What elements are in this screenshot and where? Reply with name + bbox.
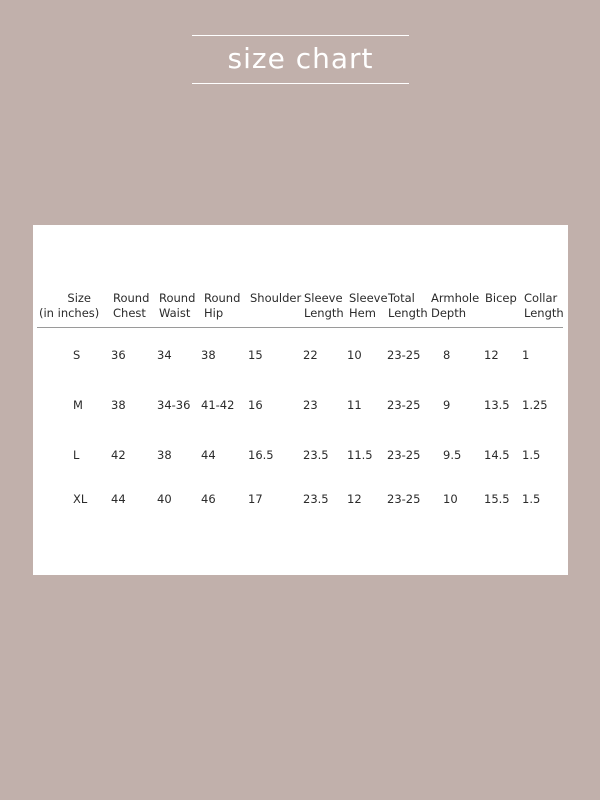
column-header-line-2: Length <box>388 306 428 320</box>
measurement-cell: 38 <box>201 348 216 362</box>
column-header <box>485 291 517 306</box>
size-table-card <box>33 225 568 575</box>
measurement-cell: 12 <box>484 348 499 362</box>
measurement-cell: 17 <box>248 492 263 506</box>
measurement-cell: 1.5 <box>522 492 541 506</box>
column-header-line-1: Bicep <box>485 291 517 305</box>
measurement-cell: 13.5 <box>484 398 510 412</box>
column-header-line-2: Hip <box>204 306 224 320</box>
measurement-cell: 40 <box>157 492 172 506</box>
column-header <box>204 291 240 321</box>
column-header-line-1: Total <box>388 291 415 305</box>
column-header-line-1: Collar <box>524 291 558 305</box>
measurement-cell: 1.25 <box>522 398 548 412</box>
size-label-cell: M <box>73 398 83 412</box>
measurement-cell: 8 <box>443 348 451 362</box>
column-header <box>388 291 428 321</box>
size-label-cell: XL <box>73 492 88 506</box>
measurement-cell: 11 <box>347 398 362 412</box>
measurement-cell: 44 <box>111 492 126 506</box>
measurement-cell: 46 <box>201 492 216 506</box>
measurement-cell: 34 <box>157 348 172 362</box>
measurement-cell: 23-25 <box>387 448 421 462</box>
column-header-line-2: Length <box>304 306 344 320</box>
measurement-cell: 38 <box>157 448 172 462</box>
column-header-line-2: Depth <box>431 306 467 320</box>
column-header-line-2: Hem <box>349 306 376 320</box>
column-header-line-1: Round <box>204 291 241 305</box>
column-header-line-2: Waist <box>159 306 191 320</box>
measurement-cell: 34-36 <box>157 398 191 412</box>
column-header <box>159 291 195 321</box>
column-header-line-1: Shoulder <box>250 291 302 305</box>
measurement-cell: 12 <box>347 492 362 506</box>
measurement-cell: 23.5 <box>303 448 329 462</box>
measurement-cell: 1 <box>522 348 530 362</box>
size-label-cell: S <box>73 348 81 362</box>
column-header-line-1: Sleeve <box>349 291 388 305</box>
column-header <box>39 291 100 321</box>
column-header <box>524 291 564 321</box>
measurement-cell: 9.5 <box>443 448 462 462</box>
measurement-cell: 23-25 <box>387 398 421 412</box>
measurement-cell: 10 <box>347 348 362 362</box>
measurement-cell: 22 <box>303 348 318 362</box>
title-bottom-rule <box>192 83 409 84</box>
size-label-cell: L <box>73 448 80 462</box>
measurement-cell: 38 <box>111 398 126 412</box>
measurement-cell: 1.5 <box>522 448 541 462</box>
column-header-line-1: Armhole <box>431 291 480 305</box>
measurement-cell: 23 <box>303 398 318 412</box>
measurement-cell: 10 <box>443 492 458 506</box>
measurement-cell: 9 <box>443 398 451 412</box>
column-header <box>431 291 479 321</box>
title-block <box>192 35 409 85</box>
measurement-cell: 16.5 <box>248 448 274 462</box>
column-header <box>113 291 149 321</box>
column-header-line-2: (in inches) <box>39 306 100 320</box>
column-header-line-1: Round <box>113 291 150 305</box>
measurement-cell: 44 <box>201 448 216 462</box>
column-header-line-1: Round <box>159 291 196 305</box>
measurement-cell: 36 <box>111 348 126 362</box>
measurement-cell: 42 <box>111 448 126 462</box>
column-header <box>250 291 301 306</box>
column-header <box>304 291 344 321</box>
measurement-cell: 23.5 <box>303 492 329 506</box>
measurement-cell: 23-25 <box>387 492 421 506</box>
column-header-line-2: Length <box>524 306 564 320</box>
page-title: size chart <box>227 42 374 75</box>
measurement-cell: 16 <box>248 398 263 412</box>
measurement-cell: 11.5 <box>347 448 373 462</box>
measurement-cell: 23-25 <box>387 348 421 362</box>
column-header <box>349 291 388 321</box>
header-divider <box>37 327 563 328</box>
column-header-line-1: Sleeve <box>304 291 343 305</box>
measurement-cell: 15 <box>248 348 263 362</box>
measurement-cell: 41-42 <box>201 398 235 412</box>
measurement-cell: 14.5 <box>484 448 510 462</box>
column-header-line-1: Size <box>67 291 91 305</box>
measurement-cell: 15.5 <box>484 492 510 506</box>
column-header-line-2: Chest <box>113 306 146 320</box>
title-top-rule <box>192 35 409 36</box>
